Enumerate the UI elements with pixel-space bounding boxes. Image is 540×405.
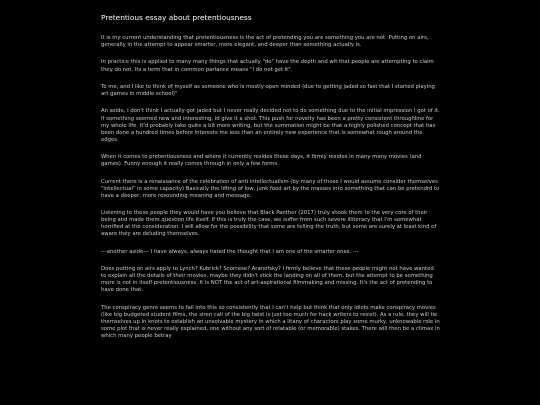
- essay-paragraph: When it comes to pretentiousness and where it currently resides these days, it firmly resides in many many movies (and games). Funny enough it really comes through in only a few forms.: [101, 154, 422, 168]
- essay-paragraph: Listening to these people they would have you believe that Black Panther (2017) truly shook them to the very core of their being and made them question life itself. If this is truly the case, we suffer from such severe illiteracy that I'm somewhat horrified at the consideration. I will allow for the possibility that some are telling the truth, but some are surely at least kind of aware they are deluding themselves.: [101, 210, 437, 238]
- essay-paragraph: To me, and I like to think of myself as someone who is mostly open minded (due to getting jaded so fast that I started playing art games in middle school)": [101, 83, 435, 98]
- essay-paragraph: An aside, I don't think I actually got jaded but I never really decided not to do something due to the initial impression I got of it. If something seemed new and interesting, id give it a shot. This push for novelty has been a pretty consistent throughline for my whole life. It'd probably take quite a bit more writing, but the summation might be that a highly polished concept that has been done a hundred times before interests me less than an entirely new experience that is somewhat rough around the edges.: [101, 108, 440, 143]
- essay-paragraph: In practice this is applied to many many things that actually "do" have the depth and wit that people are attempting to claim they do not. Its a term that in common parlance means "I do not get it".: [101, 59, 434, 73]
- essay-page: [101, 13, 440, 350]
- essay-paragraph: The conspiracy genre seems to fall into this so consistently that I can't help but think that only idiots make conspiracy movies (like big budgeted student films, the siren call of the big twist is just too much for hack writers to resist). As a rule, they will tie themselves up in knots to establish an unsolvable mystery in which a litany of charactors play some murky, unknowable role in some plot that is never really explained, one without any sort of relatable (or memorable) stakes. There will then be a climax in which many people betray: [101, 304, 440, 339]
- essay-paragraph: ---another aside--- I have always, always hated the thought that I am one of the smarter ones. ---: [101, 248, 359, 255]
- essay-paragraph: Current there is a renaissance of the celebration of anti intellectualism (by many of those I would assume consider themselves "intellectual" in some capacity) Basically the lifting of low, junk food art by the masses into something that can be pretendrd to have a deeper, more resounding meaning and message.: [101, 178, 440, 199]
- essay-title: Pretentious essay about pretentiousness: [101, 13, 252, 22]
- essay-paragraph: It is my current understanding that pretentiousness is the act of pretending you are something you are not. Putting on airs, generally in the attempt to appear smarter, more elegant, and deeper than something actually is.: [101, 35, 429, 49]
- essay-paragraph: Does putting on airs apply to Lynch? Kubrick? Scorcese? Aranofsky? I firmly believe that these people might not have wanted to explain all the details of their movies, maybe they didn't stick the landing on all of them, but the attempt to be something more is not in itself pretentiousness. It is NOT the act of art-aspirational filmmaking and missing. It's the act of pretending to have done that.: [101, 266, 434, 294]
